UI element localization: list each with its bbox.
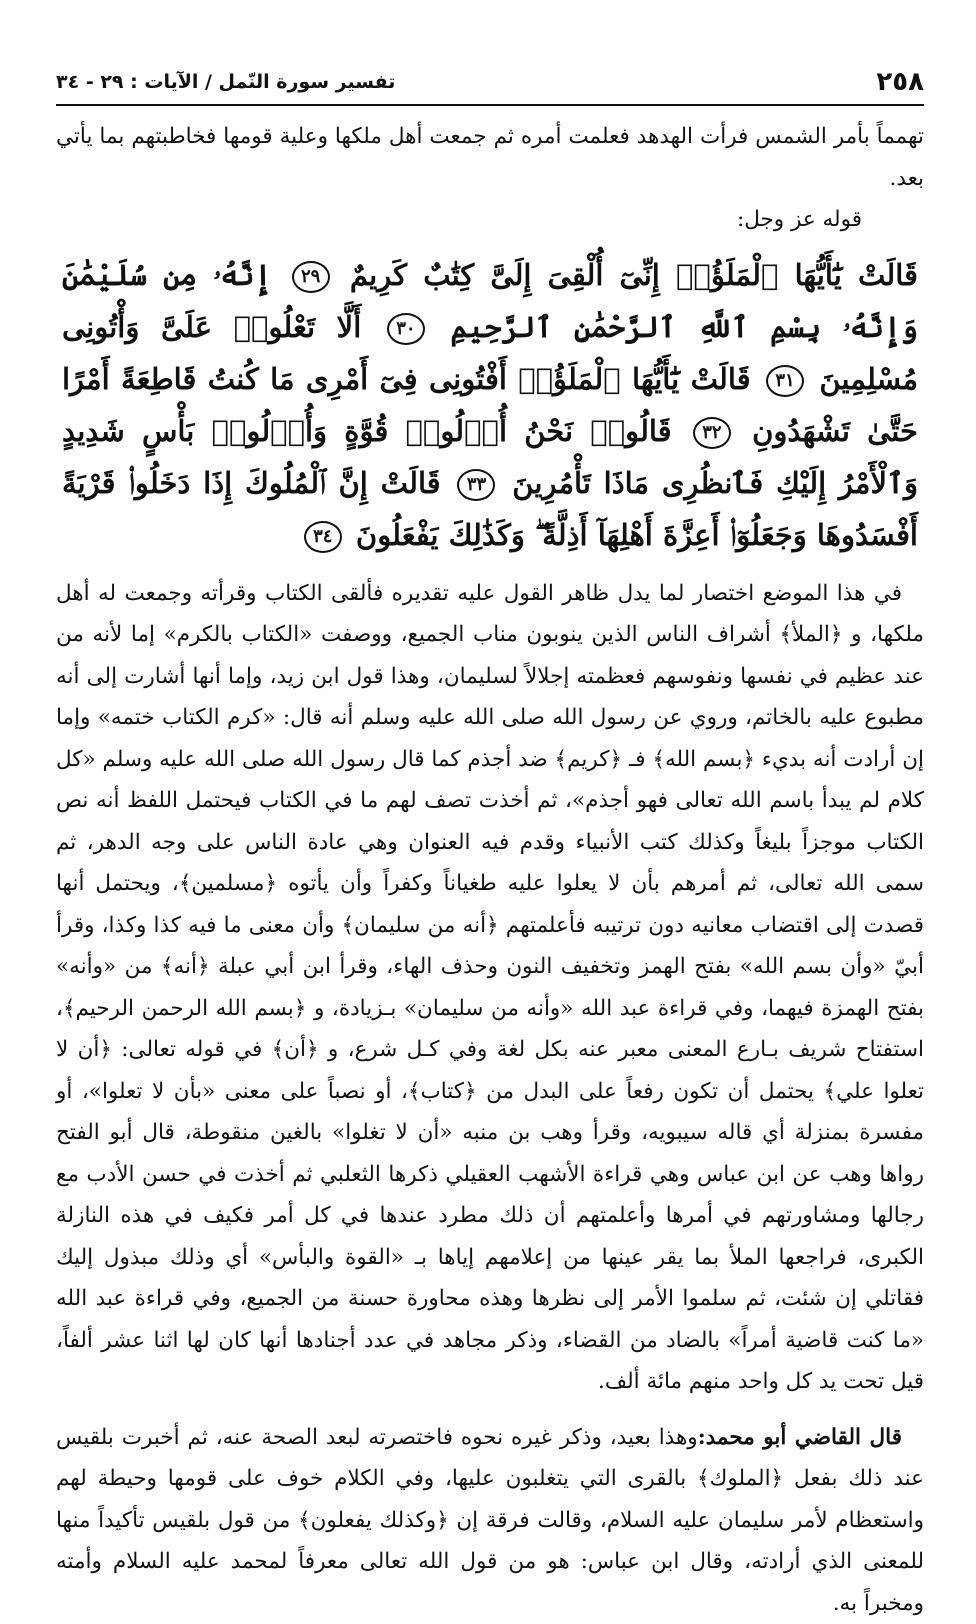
ayah-number-30: ٣٠ xyxy=(387,313,425,345)
verse-30: إِنَّهُۥ مِن سُلَيْمَٰنَ وَإِنَّهُۥ بِسْمِ ٱللَّهِ ٱلرَّحْمَٰنِ ٱلرَّحِيمِ ٣٠ xyxy=(62,258,918,344)
qadi-label: قال القاضي أبو محمد: xyxy=(698,1425,902,1450)
ayah-number-31: ٣١ xyxy=(766,365,804,397)
ayah-number-34: ٣٤ xyxy=(304,521,342,553)
qadi-text: وهذا بعيد، وذكر غيره نحوه فاختصرته لبعد الصحة عنه، ثم أخبرت بلقيس عند ذلك بفعل ﴿الملوك﴾ بالقرى التي يتغلبون عليها، وفي الكلام خوف على قومها وحيطة لهم واستعظام لأمر سليمان عليه السلام، وقالت فرقة إن ﴿وكذلك يفعلون﴾ من قول بلقيس تأكيداً منها للمعنى الذي أرادته، وقال ابن عباس: هو من قول الله تعالى معرفاً لمحمد عليه السلام وأمته ومخبراً به. xyxy=(56,1425,924,1616)
ayah-number-33: ٣٣ xyxy=(457,469,495,501)
verse-34: قَالَتْ إِنَّ ٱلْمُلُوكَ إِذَا دَخَلُوا۟ قَرْيَةً أَفْسَدُوهَا وَجَعَلُوٓا۟ أَعِزَّةَ أَهْلِهَآ أَذِلَّةً ۖ وَكَذَٰلِكَ يَفْعَلُونَ ٣٤ xyxy=(62,466,918,552)
verse-33: قَالُوا۟ نَحْنُ أُو۟لُوا۟ قُوَّةٍ وَأُو۟لُوا۟ بَأْسٍ شَدِيدٍ وَٱلْأَمْرُ إِلَيْكِ فَٱنظُرِى مَاذَا تَأْمُرِينَ ٣٣ xyxy=(62,414,918,500)
running-title: تفسير سورة النّمل / الآيات : ٢٩ - ٣٤ xyxy=(56,71,395,93)
page-number: ٢٥٨ xyxy=(876,67,924,97)
quran-verses xyxy=(56,249,924,561)
commentary-paragraph: في هذا الموضع اختصار لما يدل ظاهر القول عليه تقديره فألقى الكتاب وقرأته وجمعت له أهل ملكها، و ﴿الملأ﴾ أشراف الناس الذين ينوبون مناب الجميع، ووصفت «الكتاب بالكرم» إما لأنه من عند عظيم في نفسها ونفوسهم فعظمته إجلالاً لسليمان، وهذا قول ابن زيد، وإما أنها أشارت إلى أنه مطبوع عليه بالخاتم، وروي عن رسول الله صلى الله عليه وسلم أنه قال: «كرم الكتاب ختمه» وإما إن أرادت أنه بديء ﴿بسم الله﴾ فـ ﴿كريم﴾ ضد أجذم كما قال رسول الله صلى الله عليه وسلم «كل كلام لم يبدأ باسم الله تعالى فهو أجذم»، ثم أخذت تصف لهم ما في الكتاب فيحتمل اللفظ أنه نص الكتاب موجزاً بليغاً وكذلك كتب الأنبياء وقدم فيه العنوان وهي عادة الناس على وجه الدهر، ثم سمى الله تعالى، ثم أمرهم بأن لا يعلوا عليه طغياناً وكفراً وأن يأتوه ﴿مسلمين﴾، ويحتمل أنها قصدت إلى اقتضاب معانيه دون ترتيبه فأعلمتهم ﴿أنه من سليمان﴾ وأن معنى ما فيه كذا وكذا، وقرأ أبيّ «وأن بسم الله» بفتح الهمز وتخفيف النون وحذف الهاء، وقرأ ابن أبي عبلة ﴿أنه﴾ من «وأنه» بفتح الهمزة فيهما، وفي قراءة عبد الله «وأنه من سليمان» بـزيادة، و ﴿بسم الله الرحمن الرحيم﴾، استفتاح شريف بـارع المعنى معبر عنه بكل لغة وفي كـل شرع، و ﴿أن﴾ في قوله تعالى: ﴿أن لا تعلوا علي﴾ يحتمل أن تكون رفعاً على البدل من ﴿كتاب﴾، أو نصباً على معنى «بأن لا تعلوا»، أو مفسرة بمنزلة أي قاله سيبويه، وقرأ وهب بن منبه «أن لا تغلوا» بالغين منقوطة، قال أبو الفتح رواها وهب عن ابن عباس وهي قراءة الأشهب العقيلي ذكرها الثعلبي ثم أخذت في حسن الأدب مع رجالها ومشاورتهم في أمرها وأعلمتهم أن ذلك مطرد عندها في كل أمر فكيف في هذه النازلة الكبرى، فراجعها الملأ بما يقر عينها من إعلامهم إياها بـ «القوة والبأس» أي وذلك مبذول إليك فقاتلي إن شئت، ثم سلموا الأمر إلى نظرها وهذه محاورة حسنة من الجميع، وفي قراءة عبد الله «ما كنت قاضية أمراً» بالضاد من القضاء، وذكر مجاهد في عدد أجنادها أنها كان لها اثنا عشر ألفاً، قيل تحت يد كل واحد منهم مائة ألف. xyxy=(56,573,924,1403)
page-header xyxy=(56,60,924,106)
ayah-number-29: ٢٩ xyxy=(292,261,330,293)
verse-29: قَالَتْ يَٰٓأَيُّهَا ٱلْمَلَؤُا۟ إِنِّىٓ أُلْقِىَ إِلَىَّ كِتَٰبٌ كَرِيمٌ ٢٩ xyxy=(288,258,918,292)
verse-intro: قوله عز وجل: xyxy=(56,199,924,241)
ayah-number-32: ٣٢ xyxy=(693,417,731,449)
qadi-paragraph xyxy=(56,1417,924,1624)
lead-paragraph: تهمماً بأمر الشمس فرأت الهدهد فعلمت أمره ثم جمعت أهل ملكها وعلية قومها فخاطبتهم بما يأتي بعد. xyxy=(56,116,924,199)
verse-32: قَالَتْ يَٰٓأَيُّهَا ٱلْمَلَؤُا۟ أَفْتُونِى فِىٓ أَمْرِى مَا كُنتُ قَاطِعَةً أَمْرًا حَتَّىٰ تَشْهَدُونِ ٣٢ xyxy=(62,362,918,448)
verse-31: أَلَّا تَعْلُوا۟ عَلَىَّ وَأْتُونِى مُسْلِمِينَ ٣١ xyxy=(62,310,918,396)
